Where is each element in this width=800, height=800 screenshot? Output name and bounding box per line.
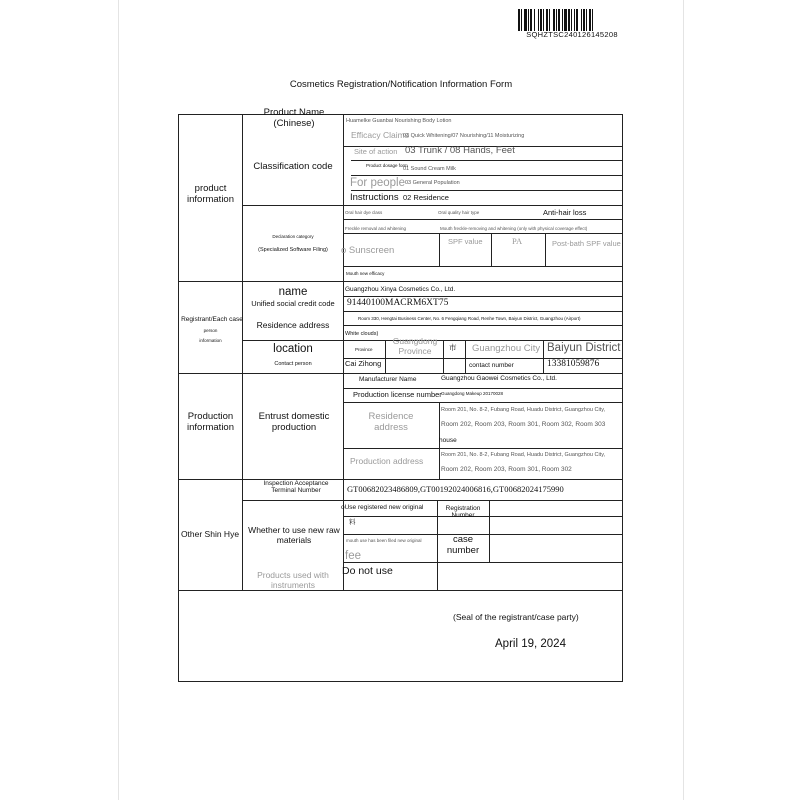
contact-person-value: Cai Zihong (345, 359, 382, 368)
province-label: Province (355, 347, 373, 352)
efficacy-label: Efficacy Claims (351, 130, 409, 140)
sunscreen-option: o Sunscreen (341, 245, 395, 256)
residence-address-label: Residence address (256, 320, 330, 330)
new-raw-materials-label: Whether to use new raw materials (248, 525, 340, 545)
declaration-label: Declaration category (272, 234, 314, 239)
credit-code-value: 91440100MACRM6XT75 (347, 298, 449, 308)
classification-label: Classification code (253, 161, 333, 172)
inspection-value: GT00682023486809,GT00192024006816,GT00682024175990 (347, 484, 564, 494)
contact-number-label: contact number (469, 362, 514, 369)
prod-address-value-2: Room 202, Room 203, Room 301, Room 302 (441, 466, 572, 473)
entrust-label: Entrust domestic production (258, 411, 330, 433)
freckle-removal: Freckle removal and whitening (345, 226, 407, 231)
registrant-section-label: Registrant/Each case (181, 316, 243, 323)
registrant-section-sub2: information (199, 338, 222, 343)
license-value: Guangdong Makeup 20170028 (441, 391, 504, 396)
seal-text: (Seal of the registrant/case party) (453, 612, 579, 622)
dosage-label: Product dosage form (366, 163, 408, 168)
seal-date: April 19, 2024 (495, 638, 566, 650)
site-label: Site of action (354, 147, 398, 156)
contact-person-label: Contact person (274, 361, 312, 367)
oral-quality-hair: Oral quality hair type (438, 210, 480, 215)
production-section-label: Production information (187, 411, 234, 433)
pa-label: PA (512, 236, 523, 246)
location-label: location (273, 343, 313, 355)
name-label: name (278, 286, 308, 298)
oral-hair-dye: Oral hair dye class (345, 210, 383, 215)
inspection-label: Inspection Acceptance Terminal Number (263, 480, 329, 495)
credit-code-label: Unified social credit code (251, 299, 335, 308)
product-info-section-label: product information (187, 183, 234, 205)
city-value: Guangzhou City (472, 343, 541, 354)
name-value: Guangzhou Xinya Cosmetics Co., Ltd. (345, 286, 456, 293)
declaration-sub: (Specialized Software Filing) (258, 247, 328, 253)
do-not-use-option: Do not use (342, 565, 393, 577)
document-page (118, 0, 684, 800)
prod-residence-value-1: Room 201, No. 8-2, Fubang Road, Huadu District, Guangzhou City, (441, 407, 606, 413)
other-section-label: Other Shin Hye (180, 529, 240, 539)
province-value: Guangdong Province (392, 336, 438, 356)
instructions-label: Instructions (350, 192, 399, 203)
manufacturer-value: Guangzhou Gaowei Cosmetics Co., Ltd. (441, 375, 557, 382)
anti-hair-loss: Anti-hair loss (543, 208, 587, 217)
filed-new-option: mouth use has been filed new original (346, 538, 422, 543)
instructions-value: 02 Residence (403, 193, 449, 202)
registration-number-label: Registration Number (445, 505, 481, 520)
white-clouds: White clouds) (345, 331, 379, 337)
product-name-value: Huamelke Guanbai Nourishing Body Lotion (346, 118, 452, 124)
fee-label: fee (345, 550, 361, 562)
prod-address-value-1: Room 201, No. 8-2, Fubang Road, Huadu District, Guangzhou City, (441, 452, 606, 458)
license-label: Production license number (353, 390, 442, 399)
for-people-label: For people (350, 177, 405, 189)
prod-residence-label: Residence address (368, 411, 414, 433)
for-people-value: 03 General Population (405, 180, 460, 186)
district-value: Baiyun District (547, 342, 621, 354)
material-char: 料 (349, 519, 356, 526)
form-title: Cosmetics Registration/Notification Information Form (289, 79, 513, 90)
instruments-label: Products used with instruments (257, 570, 329, 590)
residence-address-value: Room 330, Hengtai Business Center, No. 6 Fengqiang Road, Renhe Town, Baiyun District, Guangzhou (Airport) (358, 316, 581, 321)
manufacturer-label: Manufacturer Name (359, 376, 417, 383)
registered-new-option: oUse registered new original (341, 504, 424, 511)
post-bath-spf-label: Post-bath SPF value (552, 239, 621, 248)
barcode-text: SQHZTSC240126145208 (526, 30, 618, 39)
house-label: house (439, 437, 457, 444)
contact-number-value: 13381059876 (547, 359, 600, 369)
spf-label: SPF value (448, 237, 483, 246)
barcode (518, 9, 626, 31)
mouth-freckle: Mouth freckle-removing and whitening (only with physical coverage effect) (440, 226, 588, 231)
site-value: 03 Trunk / 08 Hands, Feet (405, 145, 515, 156)
city-char: 市 (449, 343, 457, 352)
prod-residence-value-2: Room 202, Room 203, Room 301, Room 302, Room 303 (441, 421, 606, 428)
dosage-value: 01 Sound Cream Milk (403, 166, 456, 172)
product-name-label: Product Name (Chinese) (263, 107, 325, 129)
prod-address-label: Production address (350, 456, 424, 466)
case-number-label: case number (446, 534, 480, 556)
efficacy-value: 03 Quick Whitening/07 Nourishing/11 Moisturizing (403, 133, 525, 139)
new-efficacy: Mouth new efficacy (346, 271, 385, 276)
registrant-section-sub1: person (203, 328, 218, 333)
